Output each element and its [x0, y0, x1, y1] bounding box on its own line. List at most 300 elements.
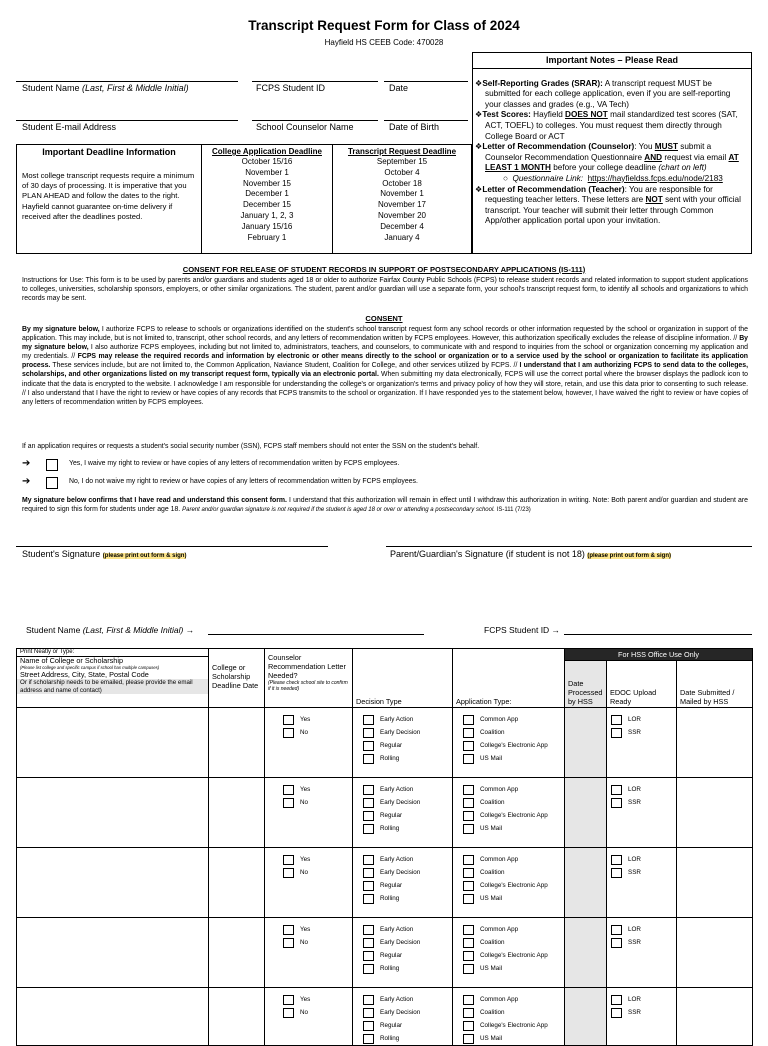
- option-rec_opts: [283, 796, 349, 809]
- decision_opts-checkbox[interactable]: [363, 1021, 374, 1031]
- decision_opts-checkbox[interactable]: [363, 728, 374, 738]
- deadline-date-cell[interactable]: [209, 708, 265, 778]
- option-label: Early Decision: [380, 869, 421, 876]
- college-row: [17, 778, 753, 848]
- option-label: Early Decision: [380, 1009, 421, 1016]
- recommendation-header: Counselor Recommendation Letter Needed? (Please check school site to confirm if it is needed): [265, 649, 353, 708]
- option-label: Coalition: [480, 1009, 505, 1016]
- dob-line[interactable]: [384, 120, 468, 121]
- option-app_opts: [463, 796, 561, 809]
- college-name-header: Print Neatly or Type: Name of College or Scholarship (Please list college and specific campus if school has multiple campuses) Street Address, City, State, Postal Code Or if scholarship needs to be emailed, please provide the email address and name of contact): [17, 649, 209, 708]
- option-rec_opts: [283, 853, 349, 866]
- dob-label: Date of Birth: [389, 122, 440, 132]
- app_opts-checkbox[interactable]: [463, 938, 474, 948]
- rec_opts-checkbox[interactable]: [283, 938, 294, 948]
- option-label: College's Electronic App: [480, 742, 548, 749]
- option-label: Rolling: [380, 825, 400, 832]
- option-label: LOR: [628, 786, 641, 793]
- transcript-deadline-row: November 20: [377, 210, 427, 220]
- date-submitted-cell[interactable]: [677, 988, 753, 1046]
- consent-instructions: Instructions for Use: This form is to be used by parents and/or guardians and students aged 18 or older to authorize Fairfax County Public Schools (FCPS) to release student records and related information to support student applications to colleges, universities, scholarship sponsors, employers, or other similar organizations. The student, parent and/or guardian will use a separate form, your school's transcript request form, to identify all schools and organizations to which records may be sent.: [22, 277, 748, 303]
- page2-student-name-line[interactable]: [208, 634, 424, 635]
- option-label: Regular: [380, 882, 403, 889]
- recommendation-cell: [265, 708, 353, 778]
- transcript-deadline-column: [333, 145, 471, 253]
- option-label: Common App: [480, 996, 519, 1003]
- rec_opts-checkbox[interactable]: [283, 785, 294, 795]
- option-label: SSR: [628, 729, 641, 736]
- option-rec_opts: [283, 923, 349, 936]
- date-processed-cell[interactable]: [565, 988, 607, 1046]
- waive-yes-label: Yes, I waive my right to review or have copies of any letters of recommendation written by FCPS employees.: [69, 460, 400, 467]
- option-label: College's Electronic App: [480, 812, 548, 819]
- option-decision_opts: [363, 949, 449, 962]
- notes-heading: Important Notes – Please Read: [473, 53, 751, 69]
- option-app_opts: [463, 993, 561, 1006]
- option-app_opts: [463, 1019, 561, 1032]
- option-edoc_opts: [611, 923, 673, 936]
- option-label: Yes: [300, 786, 311, 793]
- waive-no-label: No, I do not waive my right to review or have copies of any letters of recommendation written by FCPS employees.: [69, 478, 418, 485]
- option-label: Yes: [300, 856, 311, 863]
- recommendation-cell: [265, 848, 353, 918]
- decision_opts-checkbox[interactable]: [363, 1034, 374, 1044]
- option-decision_opts: [363, 866, 449, 879]
- option-label: Regular: [380, 952, 403, 959]
- college-row: [17, 988, 753, 1046]
- option-label: Rolling: [380, 755, 400, 762]
- deadline-info: [17, 145, 202, 253]
- option-label: Early Decision: [380, 939, 421, 946]
- option-label: College's Electronic App: [480, 882, 548, 889]
- consent-title: CONSENT FOR RELEASE OF STUDENT RECORDS IN SUPPORT OF POSTSECONDARY APPLICATIONS (IS-111): [182, 265, 586, 274]
- option-label: No: [300, 939, 309, 946]
- transcript-deadline-row: September 15: [376, 157, 428, 166]
- option-label: Coalition: [480, 799, 505, 806]
- option-label: Coalition: [480, 939, 505, 946]
- option-label: Common App: [480, 786, 519, 793]
- option-app_opts: [463, 783, 561, 796]
- hss-office-header: For HSS Office Use Only: [565, 649, 753, 661]
- option-label: Regular: [380, 1022, 403, 1029]
- decision_opts-checkbox[interactable]: [363, 964, 374, 974]
- decision_opts-checkbox[interactable]: [363, 925, 374, 935]
- deadline-box: [16, 144, 472, 254]
- option-label: Yes: [300, 996, 311, 1003]
- date-line[interactable]: [384, 81, 468, 82]
- app_opts-checkbox[interactable]: [463, 824, 474, 834]
- decision_opts-checkbox[interactable]: [363, 785, 374, 795]
- student-signature-line[interactable]: [16, 546, 328, 547]
- option-app_opts: [463, 1032, 561, 1045]
- recommendation-cell: [265, 778, 353, 848]
- date-submitted-cell[interactable]: [677, 918, 753, 988]
- option-decision_opts: [363, 796, 449, 809]
- college-deadline-row: January 1, 2, 3: [240, 210, 294, 220]
- application-type-cell: [453, 848, 565, 918]
- page2-student-name-label: Student Name (Last, First & Middle Initial) →: [26, 625, 195, 635]
- option-label: Early Action: [380, 856, 414, 863]
- edoc_opts-checkbox[interactable]: [611, 728, 622, 738]
- transcript-deadline-heading: Transcript Request Deadline: [347, 147, 457, 156]
- application-type-cell: [453, 918, 565, 988]
- option-rec_opts: [283, 936, 349, 949]
- option-app_opts: [463, 726, 561, 739]
- transcript-deadline-row: October 4: [384, 167, 420, 177]
- option-decision_opts: [363, 809, 449, 822]
- decision_opts-checkbox[interactable]: [363, 995, 374, 1005]
- college-name-cell[interactable]: [17, 988, 209, 1046]
- option-rec_opts: [283, 783, 349, 796]
- option-rec_opts: [283, 713, 349, 726]
- option-edoc_opts: [611, 853, 673, 866]
- email-line[interactable]: [16, 120, 238, 121]
- option-label: Common App: [480, 926, 519, 933]
- option-decision_opts: [363, 739, 449, 752]
- edoc_opts-checkbox[interactable]: [611, 995, 622, 1005]
- option-edoc_opts: [611, 713, 673, 726]
- parent-signature-label: Parent/Guardian's Signature (if student is not 18) (please print out form & sign): [390, 549, 671, 559]
- page2-student-id-line[interactable]: [564, 634, 752, 635]
- note-teacher-letter: ❖Letter of Recommendation (Teacher): You are responsible for requesting teacher letters. These letters are NOT sent with your official transcript. Your teacher will submit their letter through Common App/other application portal upon your invitation.: [475, 184, 741, 226]
- rec_opts-checkbox[interactable]: [283, 715, 294, 725]
- option-label: US Mail: [480, 825, 503, 832]
- option-app_opts: [463, 879, 561, 892]
- option-label: Early Action: [380, 716, 414, 723]
- date-processed-cell[interactable]: [565, 778, 607, 848]
- option-decision_opts: [363, 879, 449, 892]
- option-app_opts: [463, 713, 561, 726]
- option-label: LOR: [628, 716, 641, 723]
- application-type-cell: [453, 708, 565, 778]
- option-label: No: [300, 729, 309, 736]
- date-submitted-header: Date Submitted / Mailed by HSS: [677, 661, 753, 708]
- edoc_opts-checkbox[interactable]: [611, 868, 622, 878]
- option-edoc_opts: [611, 993, 673, 1006]
- edoc_opts-checkbox[interactable]: [611, 938, 622, 948]
- parent-signature-line[interactable]: [386, 546, 752, 547]
- recommendation-cell: [265, 918, 353, 988]
- option-label: Yes: [300, 716, 311, 723]
- option-decision_opts: [363, 783, 449, 796]
- application-type-cell: [453, 988, 565, 1046]
- decision_opts-checkbox[interactable]: [363, 824, 374, 834]
- college-deadline-column: [202, 145, 333, 253]
- decision_opts-checkbox[interactable]: [363, 741, 374, 751]
- note-srar: ❖Self-Reporting Grades (SRAR): A transcript request MUST be submitted for each college application, even if you are self-reporting your classes and grades (e.g., VA Tech): [475, 78, 731, 109]
- edoc-cell: [607, 988, 677, 1046]
- college-deadline-row: February 1: [247, 232, 287, 242]
- student-id-line[interactable]: [252, 81, 378, 82]
- option-edoc_opts: [611, 1006, 673, 1019]
- college-list-table: [16, 648, 753, 1046]
- transcript-deadline-row: November 1: [380, 189, 424, 199]
- date-submitted-cell[interactable]: [677, 848, 753, 918]
- option-label: LOR: [628, 926, 641, 933]
- deadline-heading: Important Deadline Information: [42, 147, 176, 157]
- edoc_opts-checkbox[interactable]: [611, 715, 622, 725]
- option-label: SSR: [628, 869, 641, 876]
- consent-body: By my signature below, I authorize FCPS to release to schools or organizations identified on the student's school transcript request form any school records or other information requested by the school or organization in support of the application. This may include, but is not limited to, transcript, other school records, and any letters of recommendation written by FCPS employees. However, this authorization specifically excludes the release of discipline information. // By my signature below, I also authorize FCPS employees, including but not limited to, administrators, teachers, and counselors, to communicate with and respond to inquiries from the school or organization concerning my application and my credentials. // FCPS may release the required records and information by electronic or other means directly to the school or organization or to a service used by the school or organization to facilitate its application process. These services include, but are not limited to, the Common Application, Naviance Student, Coalition for College, and other services utilized by FCPS. // I understand that I am authorizing FCPS to send data to the colleges, scholarships, and other organizations listed on my transcript request form, typically via an electronic portal. When submitting my data electronically, FCPS will use the correct portal where the browser displays the padlock icon to indicate that the data is encrypted to the website. I acknowledge I am responsible for understanding the college's or organization's terms and privacy policy of how they will store, retain, and use this data prior to consenting to such release. // I also understand that I have the right to review or have copies of any records that FCPS transmits to the school or organization. If I have responded yes to the statement below, however, I have waived the right to review or have copies of any letters of recommendation written by FCPS employees.: [22, 326, 748, 406]
- date-processed-cell[interactable]: [565, 918, 607, 988]
- note-counselor-letter: ❖Letter of Recommendation (Counselor): You MUST submit a Counselor Recommendation Questionnaire AND request via email AT LEAST 1 MONTH before your college deadline (chart on left): [475, 142, 739, 173]
- option-label: Yes: [300, 926, 311, 933]
- transcript-deadline-row: October 18: [382, 178, 422, 188]
- app_opts-checkbox[interactable]: [463, 798, 474, 808]
- date-submitted-cell[interactable]: [677, 778, 753, 848]
- edoc_opts-checkbox[interactable]: [611, 798, 622, 808]
- student-signature-label: Student's Signature (please print out form & sign): [22, 549, 187, 559]
- counselor-label: School Counselor Name: [256, 122, 354, 132]
- app_opts-checkbox[interactable]: [463, 1008, 474, 1018]
- college-deadline-row: December 1: [245, 189, 289, 199]
- option-decision_opts: [363, 726, 449, 739]
- app_opts-checkbox[interactable]: [463, 868, 474, 878]
- app_opts-checkbox[interactable]: [463, 1034, 474, 1044]
- option-label: College's Electronic App: [480, 1022, 548, 1029]
- decision_opts-checkbox[interactable]: [363, 715, 374, 725]
- option-label: Regular: [380, 742, 403, 749]
- option-label: Coalition: [480, 869, 505, 876]
- decision_opts-checkbox[interactable]: [363, 798, 374, 808]
- application-type-cell: [453, 778, 565, 848]
- option-label: Early Decision: [380, 729, 421, 736]
- student-name-label: Student Name (Last, First & Middle Initial): [22, 83, 189, 93]
- deadline-date-cell[interactable]: [209, 848, 265, 918]
- option-label: Common App: [480, 856, 519, 863]
- edoc-cell: [607, 708, 677, 778]
- app_opts-checkbox[interactable]: [463, 995, 474, 1005]
- option-app_opts: [463, 923, 561, 936]
- option-label: SSR: [628, 1009, 641, 1016]
- college-name-cell[interactable]: [17, 918, 209, 988]
- option-label: Regular: [380, 812, 403, 819]
- option-app_opts: [463, 809, 561, 822]
- counselor-line[interactable]: [252, 120, 378, 121]
- option-label: Common App: [480, 716, 519, 723]
- decision_opts-checkbox[interactable]: [363, 881, 374, 891]
- questionnaire-link[interactable]: https://hayfieldss.fcps.edu/node/2183: [587, 173, 723, 183]
- date-processed-header: Date Processed by HSS: [565, 661, 607, 708]
- option-rec_opts: [283, 866, 349, 879]
- option-rec_opts: [283, 726, 349, 739]
- rec_opts-checkbox[interactable]: [283, 855, 294, 865]
- option-label: Early Decision: [380, 799, 421, 806]
- rec_opts-checkbox[interactable]: [283, 798, 294, 808]
- app_opts-checkbox[interactable]: [463, 855, 474, 865]
- form-title: Transcript Request Form for Class of 2024: [248, 18, 520, 33]
- option-app_opts: [463, 853, 561, 866]
- college-deadline-row: October 15/16: [241, 157, 293, 166]
- option-label: College's Electronic App: [480, 952, 548, 959]
- option-rec_opts: [283, 1006, 349, 1019]
- edoc_opts-checkbox[interactable]: [611, 785, 622, 795]
- option-label: Early Action: [380, 786, 414, 793]
- option-edoc_opts: [611, 936, 673, 949]
- decision_opts-checkbox[interactable]: [363, 1008, 374, 1018]
- college-row: [17, 708, 753, 778]
- option-decision_opts: [363, 923, 449, 936]
- decision_opts-checkbox[interactable]: [363, 938, 374, 948]
- app_opts-checkbox[interactable]: [463, 894, 474, 904]
- option-decision_opts: [363, 853, 449, 866]
- option-label: Rolling: [380, 965, 400, 972]
- option-label: Rolling: [380, 895, 400, 902]
- college-deadline-row: January 15/16: [241, 221, 293, 231]
- edoc_opts-checkbox[interactable]: [611, 1008, 622, 1018]
- college-name-cell[interactable]: [17, 848, 209, 918]
- rec_opts-checkbox[interactable]: [283, 995, 294, 1005]
- ceeb-code: Hayfield HS CEEB Code: 470028: [324, 38, 444, 47]
- transcript-deadline-row: December 4: [380, 221, 424, 231]
- option-app_opts: [463, 866, 561, 879]
- edoc-cell: [607, 778, 677, 848]
- app_opts-checkbox[interactable]: [463, 951, 474, 961]
- option-decision_opts: [363, 936, 449, 949]
- arrow-icon: ➔: [22, 476, 31, 487]
- edoc-header: EDOC Upload Ready: [607, 661, 677, 708]
- option-app_opts: [463, 949, 561, 962]
- consent-heading: CONSENT: [365, 314, 403, 323]
- email-label: Student E-mail Address: [22, 122, 117, 132]
- option-app_opts: [463, 936, 561, 949]
- important-notes: [472, 52, 752, 254]
- option-label: Rolling: [380, 1035, 400, 1042]
- option-label: US Mail: [480, 1035, 503, 1042]
- option-label: SSR: [628, 939, 641, 946]
- app_opts-checkbox[interactable]: [463, 728, 474, 738]
- ssn-note: If an application requires or requests a student's social security number (SSN), FCPS staff members should not enter the SSN on the student's behalf.: [22, 443, 480, 450]
- option-edoc_opts: [611, 866, 673, 879]
- deadline-date-cell[interactable]: [209, 918, 265, 988]
- app_opts-checkbox[interactable]: [463, 925, 474, 935]
- option-rec_opts: [283, 993, 349, 1006]
- decision-type-cell: [353, 778, 453, 848]
- option-edoc_opts: [611, 726, 673, 739]
- waive-no-checkbox[interactable]: [46, 477, 58, 489]
- option-edoc_opts: [611, 783, 673, 796]
- college-deadline-heading: College Application Deadline: [212, 147, 322, 156]
- date-processed-cell[interactable]: [565, 708, 607, 778]
- option-app_opts: [463, 962, 561, 975]
- decision-type-cell: [353, 708, 453, 778]
- student-id-label: FCPS Student ID: [256, 83, 326, 93]
- option-decision_opts: [363, 713, 449, 726]
- application-type-header: Application Type:: [453, 649, 565, 708]
- option-label: No: [300, 799, 309, 806]
- option-label: No: [300, 869, 309, 876]
- option-app_opts: [463, 752, 561, 765]
- college-name-cell[interactable]: [17, 708, 209, 778]
- rec_opts-checkbox[interactable]: [283, 868, 294, 878]
- app_opts-checkbox[interactable]: [463, 741, 474, 751]
- student-name-line[interactable]: [16, 81, 238, 82]
- app_opts-checkbox[interactable]: [463, 1021, 474, 1031]
- waive-yes-checkbox[interactable]: [46, 459, 58, 471]
- college-row: [17, 918, 753, 988]
- option-app_opts: [463, 892, 561, 905]
- app_opts-checkbox[interactable]: [463, 785, 474, 795]
- option-decision_opts: [363, 1006, 449, 1019]
- option-label: Early Action: [380, 996, 414, 1003]
- note-test-scores: ❖Test Scores: Hayfield DOES NOT mail standardized test scores (SAT, ACT, TOEFL) to colleges. You must request them directly through College Board or ACT: [475, 110, 738, 141]
- option-label: SSR: [628, 799, 641, 806]
- option-app_opts: [463, 1006, 561, 1019]
- college-row: [17, 848, 753, 918]
- date-submitted-cell[interactable]: [677, 708, 753, 778]
- rec_opts-checkbox[interactable]: [283, 728, 294, 738]
- signature-statement: My signature below confirms that I have read and understand this consent form. I understand that this authorization will remain in effect until I withdraw this authorization in writing. Note: Both parent and/or guardian and student are required to sign this form for students under age 18. Parent and/or guardian signature is not required if the student is aged 18 or over or attending a postsecondary school. IS-111 (7/23): [22, 497, 748, 514]
- app_opts-checkbox[interactable]: [463, 715, 474, 725]
- transcript-deadline-row: January 4: [384, 232, 420, 242]
- edoc-cell: [607, 918, 677, 988]
- decision-type-header: Decision Type: [353, 649, 453, 708]
- edoc_opts-checkbox[interactable]: [611, 855, 622, 865]
- option-app_opts: [463, 822, 561, 835]
- option-label: US Mail: [480, 895, 503, 902]
- deadline-date-cell[interactable]: [209, 778, 265, 848]
- option-label: US Mail: [480, 755, 503, 762]
- option-edoc_opts: [611, 796, 673, 809]
- option-decision_opts: [363, 962, 449, 975]
- deadline-date-header: College or Scholarship Deadline Date: [209, 649, 265, 708]
- app_opts-checkbox[interactable]: [463, 754, 474, 764]
- option-decision_opts: [363, 993, 449, 1006]
- date-label: Date: [389, 83, 409, 93]
- option-decision_opts: [363, 1019, 449, 1032]
- deadline-text: Most college transcript requests require a minimum of 30 days of processing. It is imperative that you PLAN AHEAD and follow the dates to the right. Hayfield cannot guarantee on-time delivery if received after the deadlines posted.: [22, 171, 195, 221]
- option-decision_opts: [363, 822, 449, 835]
- college-deadline-row: November 15: [242, 178, 292, 188]
- deadline-date-cell[interactable]: [209, 988, 265, 1046]
- decision_opts-checkbox[interactable]: [363, 811, 374, 821]
- decision_opts-checkbox[interactable]: [363, 868, 374, 878]
- decision_opts-checkbox[interactable]: [363, 754, 374, 764]
- app_opts-checkbox[interactable]: [463, 881, 474, 891]
- option-app_opts: [463, 739, 561, 752]
- decision_opts-checkbox[interactable]: [363, 894, 374, 904]
- app_opts-checkbox[interactable]: [463, 811, 474, 821]
- rec_opts-checkbox[interactable]: [283, 925, 294, 935]
- page2-student-id-label: FCPS Student ID →: [484, 625, 561, 635]
- option-decision_opts: [363, 1032, 449, 1045]
- option-label: Coalition: [480, 729, 505, 736]
- decision-type-cell: [353, 848, 453, 918]
- option-label: LOR: [628, 996, 641, 1003]
- option-decision_opts: [363, 752, 449, 765]
- edoc-cell: [607, 848, 677, 918]
- date-processed-cell[interactable]: [565, 848, 607, 918]
- decision-type-cell: [353, 988, 453, 1046]
- college-deadline-row: December 15: [242, 200, 292, 210]
- option-label: US Mail: [480, 965, 503, 972]
- option-label: No: [300, 1009, 309, 1016]
- questionnaire-link-item: ○ Questionnaire Link: https://hayfieldss.fcps.edu/node/2183: [503, 173, 723, 183]
- edoc_opts-checkbox[interactable]: [611, 925, 622, 935]
- app_opts-checkbox[interactable]: [463, 964, 474, 974]
- college-name-cell[interactable]: [17, 778, 209, 848]
- option-label: Early Action: [380, 926, 414, 933]
- decision-type-cell: [353, 918, 453, 988]
- college-deadline-row: November 1: [245, 167, 289, 177]
- transcript-deadline-row: November 17: [377, 200, 427, 210]
- option-label: LOR: [628, 856, 641, 863]
- rec_opts-checkbox[interactable]: [283, 1008, 294, 1018]
- decision_opts-checkbox[interactable]: [363, 855, 374, 865]
- decision_opts-checkbox[interactable]: [363, 951, 374, 961]
- arrow-icon: ➔: [22, 458, 31, 469]
- recommendation-cell: [265, 988, 353, 1046]
